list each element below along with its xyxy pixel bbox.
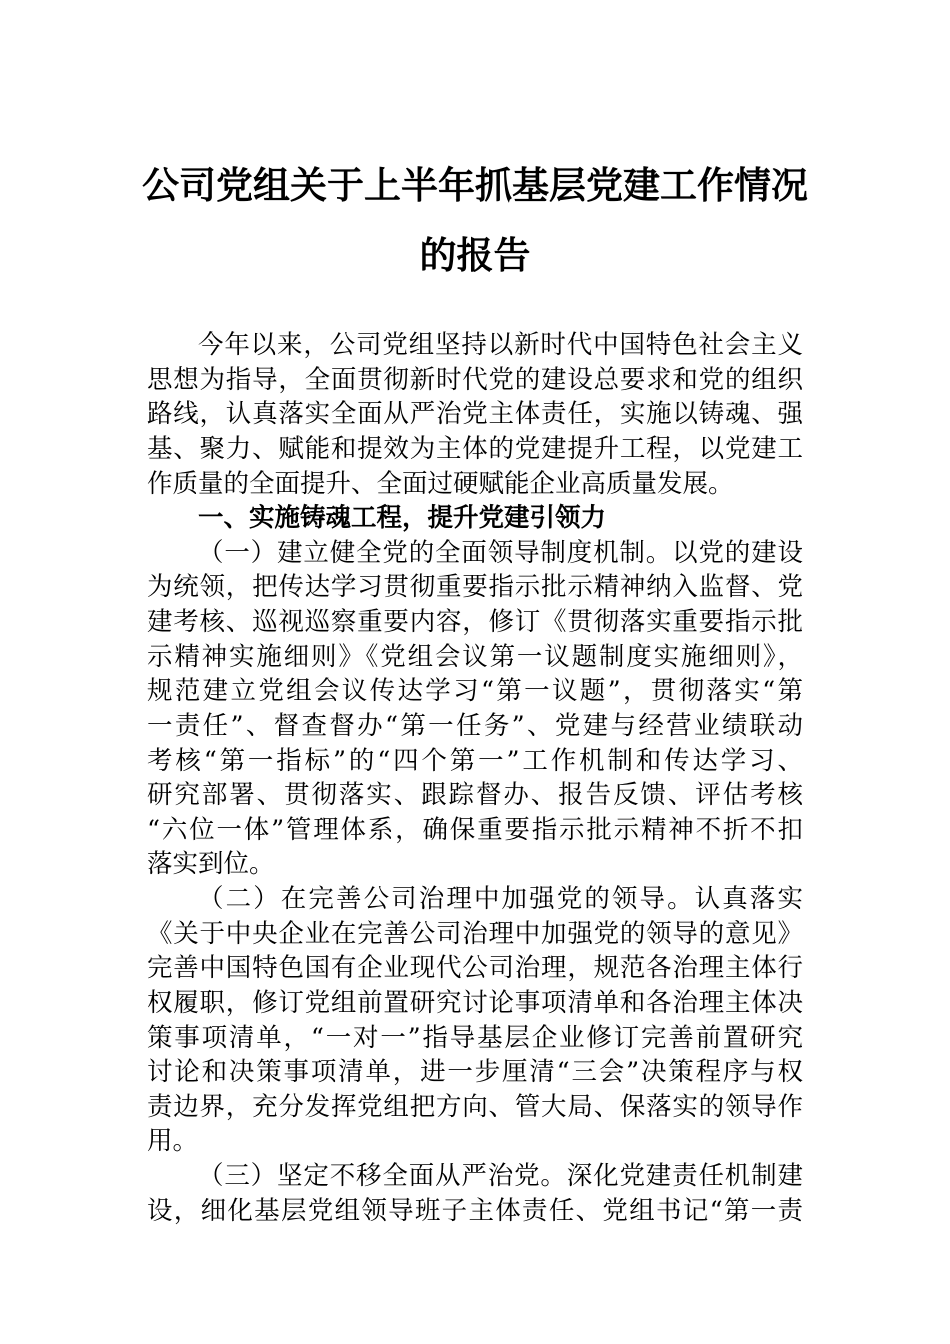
text-line: 落实到位。 — [147, 849, 275, 880]
text-line: 完善中国特色国有企业现代公司治理，规范各治理主体行 — [147, 953, 803, 984]
title-line-2: 的报告 — [419, 233, 531, 277]
line-text: 深化党建责任机制建 — [566, 1161, 803, 1191]
document-title — [100, 150, 850, 290]
paragraph-lead: （三）坚定不移全面从严治党。 — [198, 1161, 567, 1191]
title-line-1: 公司党组关于上半年抓基层党建工作情况 — [142, 163, 808, 207]
section-heading — [147, 501, 803, 536]
text-line: 路线，认真落实全面从严治党主体责任，实施以铸魂、强 — [147, 399, 803, 430]
text-line: 一、实施铸魂工程，提升党建引领力 — [198, 503, 607, 534]
text-line: 建考核、巡视巡察重要内容，修订《贯彻落实重要指示批 — [147, 607, 803, 637]
paragraph — [147, 882, 803, 1159]
text-line: 为统领，把传达学习贯彻重要指示批示精神纳入监督、党 — [147, 572, 803, 603]
paragraph — [147, 328, 803, 501]
text-line: 示精神实施细则》《党组会议第一议题制度实施细则》， — [147, 641, 803, 672]
text-line — [147, 536, 803, 571]
document-body — [147, 328, 803, 1228]
paragraph-lead: （二）在完善公司治理中加强党的领导。 — [198, 884, 695, 914]
text-line: 《关于中央企业在完善公司治理中加强党的领导的意见》 — [147, 918, 803, 949]
text-line: 讨论和决策事项清单，进一步厘清“三会”决策程序与权 — [147, 1057, 803, 1088]
text-line: 一责任”、督查督办“第一任务”、党建与经营业绩联动 — [147, 710, 803, 741]
text-line: 作质量的全面提升、全面过硬赋能企业高质量发展。 — [147, 468, 734, 499]
text-line: 思想为指导，全面贯彻新时代党的建设总要求和党的组织 — [147, 364, 803, 395]
text-line: 策事项清单，“一对一”指导基层企业修订完善前置研究 — [147, 1022, 803, 1053]
paragraph — [147, 1159, 803, 1228]
paragraph-lead: （一）建立健全党的全面领导制度机制。 — [198, 537, 673, 568]
text-line: “六位一体”管理体系，确保重要指示批示精神不折不扣 — [147, 814, 803, 845]
text-line: 权履职，修订党组前置研究讨论事项清单和各治理主体决 — [147, 987, 803, 1018]
text-line: 基、聚力、赋能和提效为主体的党建提升工程，以党建工 — [147, 433, 803, 464]
text-line: 设，细化基层党组领导班子主体责任、党组书记“第一责 — [147, 1195, 803, 1226]
text-line: 规范建立党组会议传达学习“第一议题”，贯彻落实“第 — [147, 676, 803, 707]
text-line: 用。 — [147, 1126, 199, 1157]
line-text: 以党的建设 — [672, 537, 803, 568]
text-line: 今年以来，公司党组坚持以新时代中国特色社会主义 — [198, 330, 803, 360]
text-line: 研究部署、贯彻落实、跟踪督办、报告反馈、评估考核 — [147, 780, 803, 811]
text-line: 考核“第一指标”的“四个第一”工作机制和传达学习、 — [147, 745, 803, 776]
line-text: 认真落实 — [694, 884, 803, 914]
text-line — [147, 1159, 803, 1194]
paragraph — [147, 536, 803, 882]
text-line: 责边界，充分发挥党组把方向、管大局、保落实的领导作 — [147, 1091, 803, 1122]
text-line — [147, 882, 803, 917]
